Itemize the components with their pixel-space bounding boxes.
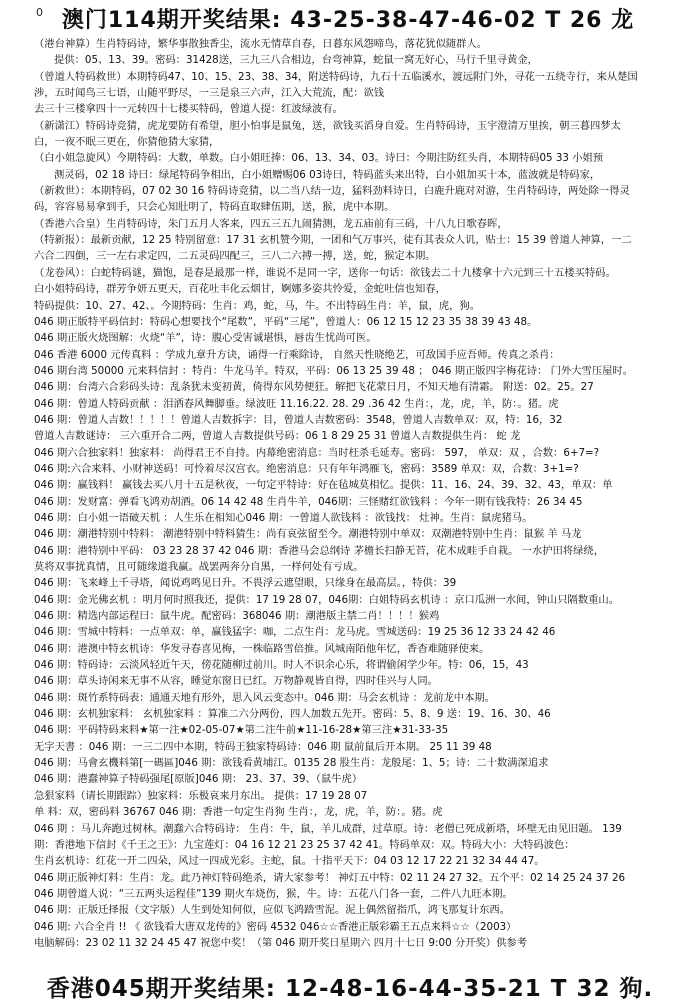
text-line: 046 期：金光佛玄机 ：明月何时照我还，提供：17 19 28 07，046期：白姐特码玄机诗 ：京口瓜洲一水间，钟山只隔数重山。 <box>34 593 620 606</box>
text-line: 白，一夜不眠三更在，你猜他猜大家猜， <box>34 136 220 149</box>
text-line: 046 期：白小姐一语破天机 ：人生乐在相知心046 期：一曾道人欲钱料 ：欲钱找： 灶神。生肖：鼠虎猪马。 <box>34 511 533 524</box>
text-line: 046 期：港蠢神算子特码强尾[原版]046 期： 23、37、39、（鼠牛虎） <box>34 773 363 786</box>
text-line: 046 期:六合来料、小财神送码！可怜着尽汉宫衣。绝密消息：只有年年鸿雁飞，密码：3589 单双：双，合数：3+1=? <box>34 462 579 475</box>
text-line: 046 期：潮港特别中特料： 潮港特别中特料猜生：尚有哀弦留至今。潮港特别中单双：双潮港特别中生肖：鼠猴 羊 马龙 <box>34 528 582 541</box>
text-line: 046 期：特码诗：云淡风轻近午天，傍花随柳过前川。时人不识余心乐，将谓偷闲学少年。特：06，15，43 <box>34 659 529 672</box>
text-line: 046 期：平码特码来料★第一注★02-05-07★第二注牛前★11-16-28★第三注★31-33-35 <box>34 724 449 737</box>
text-line: 涉，五时闻鸟三七语，山随平野尽，一三是泉三六声，江入大荒流，配：欲钱 <box>34 87 385 100</box>
text-line: 046 香港 6000 元传真料 ：学成九章升方诀，诵得一行乘除诗， 自然天性晓绝艺，可敌国手应吾师。传真之杀肖： <box>34 348 560 361</box>
text-line: （港台神算）生肖特码诗，繁华事散独香尘，流水无情草自春，日暮东风怨啼鸟，落花犹似随群人。 <box>34 38 488 50</box>
text-line <box>34 951 666 967</box>
text-line: 提供：05、13、39。密码：31428送，三九三八合相边，台弯神算，蛇鼠一窝无好心，马行千里寻黄金， <box>54 54 538 67</box>
text-line: 急狠家料（请长期跟踪）独家料：乐极哀来月东出。 提供：17 19 28 07 <box>34 789 368 802</box>
page-title: 澳门114期开奖结果: 43-25-38-47-46-02 T 26 龙 <box>61 8 635 33</box>
text-line: （新救世）：本期特码，07 02 30 16 特码诗竞猜，以二当八结一边，猛料劲料诗日，白鹿升鹿对对游，生肖特码诗，两处除一得灵 <box>34 185 630 198</box>
text-line: 六合二四倒，三一左右求定四，二五灵码四配三，三八二六搏一搏，送，蛇，猴定本期。 <box>34 250 436 263</box>
text-line: 046 期正版火烧图解：火烧“羊”，诗：腹心受害诚堪惧，唇齿生忧尚可医。 <box>34 332 377 345</box>
text-line: （新潇江）特码诗竞猜，虎龙要防有希望，胆小怕事是鼠兔，送，欲钱买滔身自爱。生肖特码诗，玉宇澄清万里挨，朝三暮四梦太 <box>34 119 621 132</box>
text-line: 046 期：斑竹系特码表：通通天地有形外，思入风云变态中。046 期：马会玄机诗 ：龙前龙中本期。 <box>34 691 495 704</box>
text-line: 046 期：台湾六合彩码头诗：乱条犹未变初黄，倚得东风势便狂。解把飞花蒙日月，不知天地有清霜。 附送：02。25。27 <box>34 381 594 394</box>
text-line: 特码提供：10、27、42、。今期特码：生肖：鸡，蛇，马，牛。不出特码生肖：羊，鼠，虎，狗。 <box>34 299 481 312</box>
text-line: 046 期：港澳中特玄机诗：华发寻春喜见梅，一株临路雪倍推。风城南陌他年忆，香杳难随驿使来。 <box>34 642 490 655</box>
text-line: 046 期：草头诗闲来无事不从容，睡觉东窗日已红。万物静观皆自得，四时佳兴与人同。 <box>34 675 438 688</box>
text-line: 046 期：飞来峰上千寻塔，闻说鸡鸣见日升。不畏浮云遮望眼，只缘身在最高层。，特供：39 <box>34 577 457 590</box>
text-line: （龙卷风）：白蛇特码谜，猫饱，是春是最那一样，谁说不是同一字，送你一句话：欲钱去二十九楼拿十六元到三十五楼买特码。 <box>34 266 616 279</box>
text-line: 无字天書 ：046 期：一三二四中本期，特码王独家特码诗：046 期 鼠前鼠后开本期。 25 11 39 48 <box>34 740 492 753</box>
text-line: 单 料：双，密码料 36767 046 期：香港一句定生肖狗 生肖：，龙，虎，羊，防：。猪。虎 <box>34 806 443 819</box>
text-line: 去三十三楼拿四十一元转四十七楼买特码，曾道人提：红波绿波有。 <box>34 103 343 116</box>
footer-result: 香港045期开奖结果: 12-48-16-44-35-21 T 32 狗. <box>46 976 654 1002</box>
text-line: 046 期台湾 50000 元来料信封 ：特肖：牛龙马羊。特双，平码：06 13 25 39 48 ； 046 期正版四字梅花诗： 门外大雪压屋时。 <box>34 364 634 377</box>
text-line: 生肖玄机诗：红花一开二四朵，风过一四成光彩。主蛇，鼠。十指平天下：04 03 12 17 22 21 32 34 44 47。 <box>34 855 545 868</box>
text-line: 046 期 ：马儿奔跑过树林。潮蠢六合特码诗： 生肖：牛，鼠，羊儿成群，过草原。诗：老僧已死成新塔，坏壁无由见旧题。 139 <box>34 822 622 835</box>
text-line: 046 期：精选内部运程曰：鼠牛虎。配密码：368046 期：潮港版主禁二肖！！！！猴鸡 <box>34 610 440 623</box>
text-line: 046 期：玄机独家料： 玄机独家料 ：算准二六分两份，四人加数五先开。密码：5、8、9 送：19、16、30、46 <box>34 708 551 721</box>
document-body <box>34 36 666 968</box>
text-line: 白小姐特码诗，群芳争妍五更天，百花吐丰化云烟甘，婀娜多姿共怜爱，金蛇吐信也知春， <box>34 283 446 296</box>
text-line: 期：香港地下信封《千王之王》：九宝莲灯：04 16 12 21 23 25 37 42 41。特码单双：双。特码大小：大特码波色： <box>34 838 575 851</box>
text-line: 046 期: 六合全肖 !! 《 欲钱看大唐双龙传的》密码 4532 046☆☆香港正版彩霸王五点来料☆☆（2003） <box>34 920 517 933</box>
text-line: 046 期：港特别中平码： 03 23 28 37 42 046 期：香港马会总纲诗 茅檐长扫静无苔，花木成畦手自栽。 一水护田将绿绕， <box>34 544 605 557</box>
text-line: 046 期六合独家料！独家料： 尚得君王不自持。内幕绝密消息：当时枉杀毛延寿。密码： 597， 单双：双 ，合数：6+7=? <box>34 446 600 459</box>
text-line: 测灵码，02 18 诗曰：绿尾特码争相出，白小姐赠赐06 03诗曰，特码蓝头来出特，白小姐加买十本，蓝波就是特码家， <box>54 168 601 181</box>
text-line: 电脑解码：23 02 11 32 24 45 47 祝您中奖！（第 046 期开奖日星期六 四月十七日 9:00 分开奖）供参考 <box>34 936 527 949</box>
text-line: 046 期正版神灯料：生肖：龙。此乃神灯特码绝杀，请大家参考！ 神灯五中特：02 11 24 27 32。五个平：02 14 25 24 37 26 <box>34 871 626 884</box>
text-line: （曾道人特码救世）本期特码47、10、15、23、38、34，附送特码诗，九石十五临溪水，渡远附门外，寻花一五绕寺行，来从楚国 <box>34 70 638 83</box>
text-line: 046 期：曾道人吉数！！！！！曾道人吉数拆字：目，曾道人吉数密码：3548，曾道人吉数单双：双，特：16，32 <box>34 413 563 426</box>
text-line: 046 期：发财富：弹看飞鸿劝胡酒。06 14 42 48 生肖牛羊，046期：三怪赌红欲钱料 ：今年一期有钱我特：26 34 45 <box>34 495 583 508</box>
text-line: （特新报）：最新贡献，12 25 特别留意：17 31 玄机赞今期，一团和气万事兴，徒有其表众人讥，贴士：15 39 曾道人神算，一二 <box>34 234 632 247</box>
text-line: 046 期：曾道人特码贡献 ：泪洒春风舞脚垂。绿波旺 11.16.22. 28. 29 .36 42 生肖：，龙，虎，羊，防：。猪。虎 <box>34 397 559 410</box>
text-line: 码，容容易易拿到手，只会心知肚明了，特码直取肆伍期，送，猴，虎中本期。 <box>34 201 395 214</box>
text-line: （香港六合皇）生肖特码诗，朱门五月人客来，四五三五九闹猜测，龙五庙前有三码，十八九日歌春晖， <box>34 217 508 230</box>
text-line: 046 期：赢钱料！ 赢钱去买八月十五是秋夜，一句定平特诗：好在毡城莫相忆。提供：11、16、24、39、32、43，单双：单 <box>34 479 613 492</box>
text-line: 曾道人吉数谜诗： 三六重开合二两，曾道人吉数提供号码：06 1 8 29 25 31 曾道人吉数提供生肖： 蛇 龙 <box>34 430 521 443</box>
text-line: 046 期：正版迁择报（文字版）人生到处知何似，应似飞鸿踏雪泥。泥上偶然留指爪，鸿飞那复计东西。 <box>34 904 510 917</box>
text-line: （白小姐急旋风）今期特码：大数，单数。白小姐旺捧：06、13、34、03。诗曰：今期注防红头肖，本期特码05 33 小姐预 <box>34 152 604 165</box>
text-line: 046 期正版特平码信封：特码心想要找个“尾数”，平码“三尾”，曾道人：06 12 15 12 23 35 38 39 43 48。 <box>34 315 538 328</box>
text-line: 046 期：马會玄機料第[一碼區]046 期：欲钱看黄埔江。0135 28 股生肖：龙般尾：1、5；诗：二十数满深追求 <box>34 757 549 770</box>
corner-mark: 0 <box>36 6 43 19</box>
text-line: 046 期曾道人说：“三五两头运程佳”139 期火车烧伤，猴，牛。诗：五花八门各一套，二件八九旺本期。 <box>34 887 513 900</box>
text-line: 莫将双事扰真情，且可随缘道我赢。战罢两奔分自黑，一样何处有亏成。 <box>34 561 364 573</box>
text-line: 046 期：雪城中特料：一点单双：单，赢钱猛字：咖，二点生肖：龙马虎。雪城送码：19 25 36 12 33 24 42 46 <box>34 626 556 639</box>
